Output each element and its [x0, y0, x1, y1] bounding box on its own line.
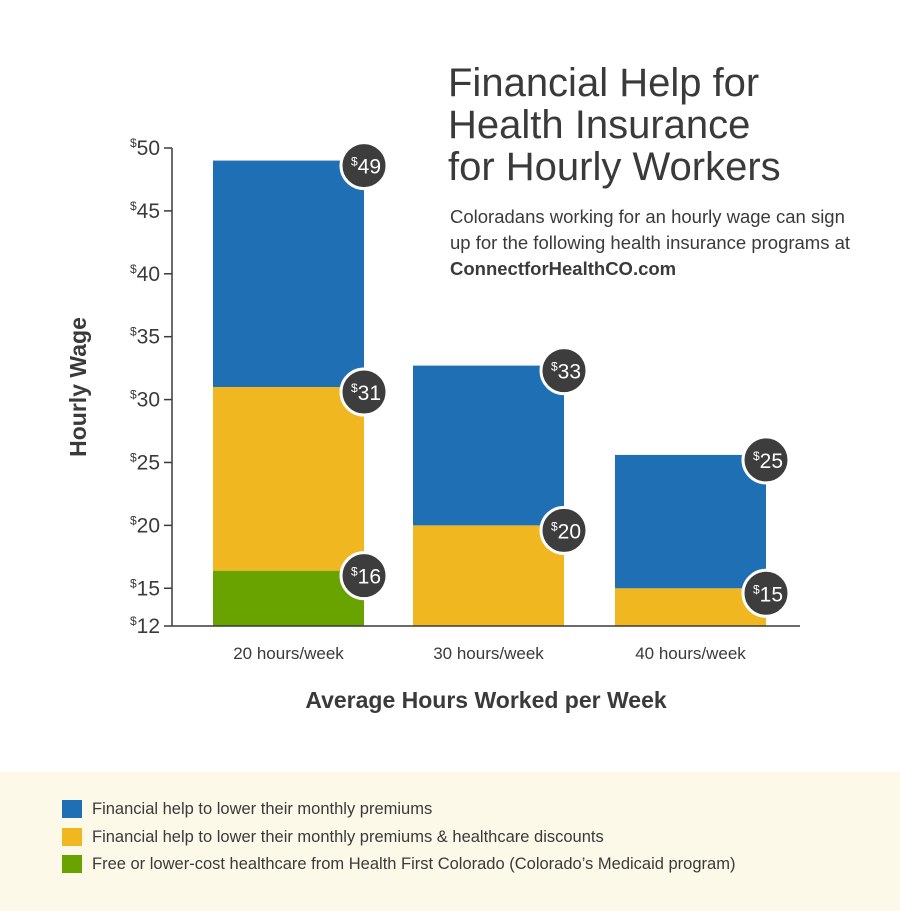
data-label: $25 [752, 448, 784, 473]
y-tick-label: $12 [129, 614, 160, 638]
legend-swatch [62, 855, 82, 873]
chart-title-line: Financial Help for [448, 61, 760, 105]
legend-swatch [62, 828, 82, 846]
chart-title-line: Health Insurance [448, 103, 751, 147]
x-axis-title: Average Hours Worked per Week [305, 687, 667, 713]
legend [0, 772, 900, 911]
legend-item [62, 853, 735, 875]
chart-subtitle [450, 204, 870, 282]
legend-label: Financial help to lower their monthly premiums [92, 799, 433, 818]
y-tick-label: $20 [129, 513, 160, 538]
subtitle-text: Coloradans working for an hourly wage can sign up for the following health insurance programs at [450, 206, 851, 253]
y-tick-label: $50 [129, 136, 160, 160]
y-tick-label: $25 [129, 450, 160, 475]
chart-title [448, 62, 888, 188]
y-tick-label: $40 [129, 261, 160, 286]
chart-title-line: for Hourly Workers [448, 145, 781, 189]
y-tick-label: $45 [129, 198, 160, 223]
data-label: $16 [350, 564, 382, 589]
bar-segment [213, 387, 364, 571]
bar-segment [615, 455, 766, 588]
data-label: $33 [550, 359, 582, 384]
bar-segment [213, 161, 364, 387]
legend-swatch [62, 800, 82, 818]
legend-label: Free or lower-cost healthcare from Health First Colorado (Colorado’s Medicaid program) [92, 854, 736, 873]
data-label: $20 [550, 519, 582, 544]
data-label: $31 [350, 381, 382, 405]
legend-item [62, 826, 604, 848]
x-tick-label: 30 hours/week [433, 644, 544, 663]
y-tick-label: $35 [129, 324, 160, 349]
data-label: $15 [752, 582, 784, 607]
bar-segment [413, 366, 564, 526]
legend-item [62, 798, 432, 820]
y-axis-title: Hourly Wage [65, 317, 91, 457]
x-tick-label: 40 hours/week [635, 644, 746, 663]
bar-segment [413, 525, 564, 626]
y-tick-label: $30 [129, 387, 160, 412]
y-tick-label: $15 [129, 576, 160, 601]
legend-label: Financial help to lower their monthly premiums & healthcare discounts [92, 827, 604, 846]
data-label: $49 [350, 154, 382, 179]
subtitle-link[interactable]: ConnectforHealthCO.com [450, 258, 677, 279]
x-tick-label: 20 hours/week [233, 644, 344, 663]
